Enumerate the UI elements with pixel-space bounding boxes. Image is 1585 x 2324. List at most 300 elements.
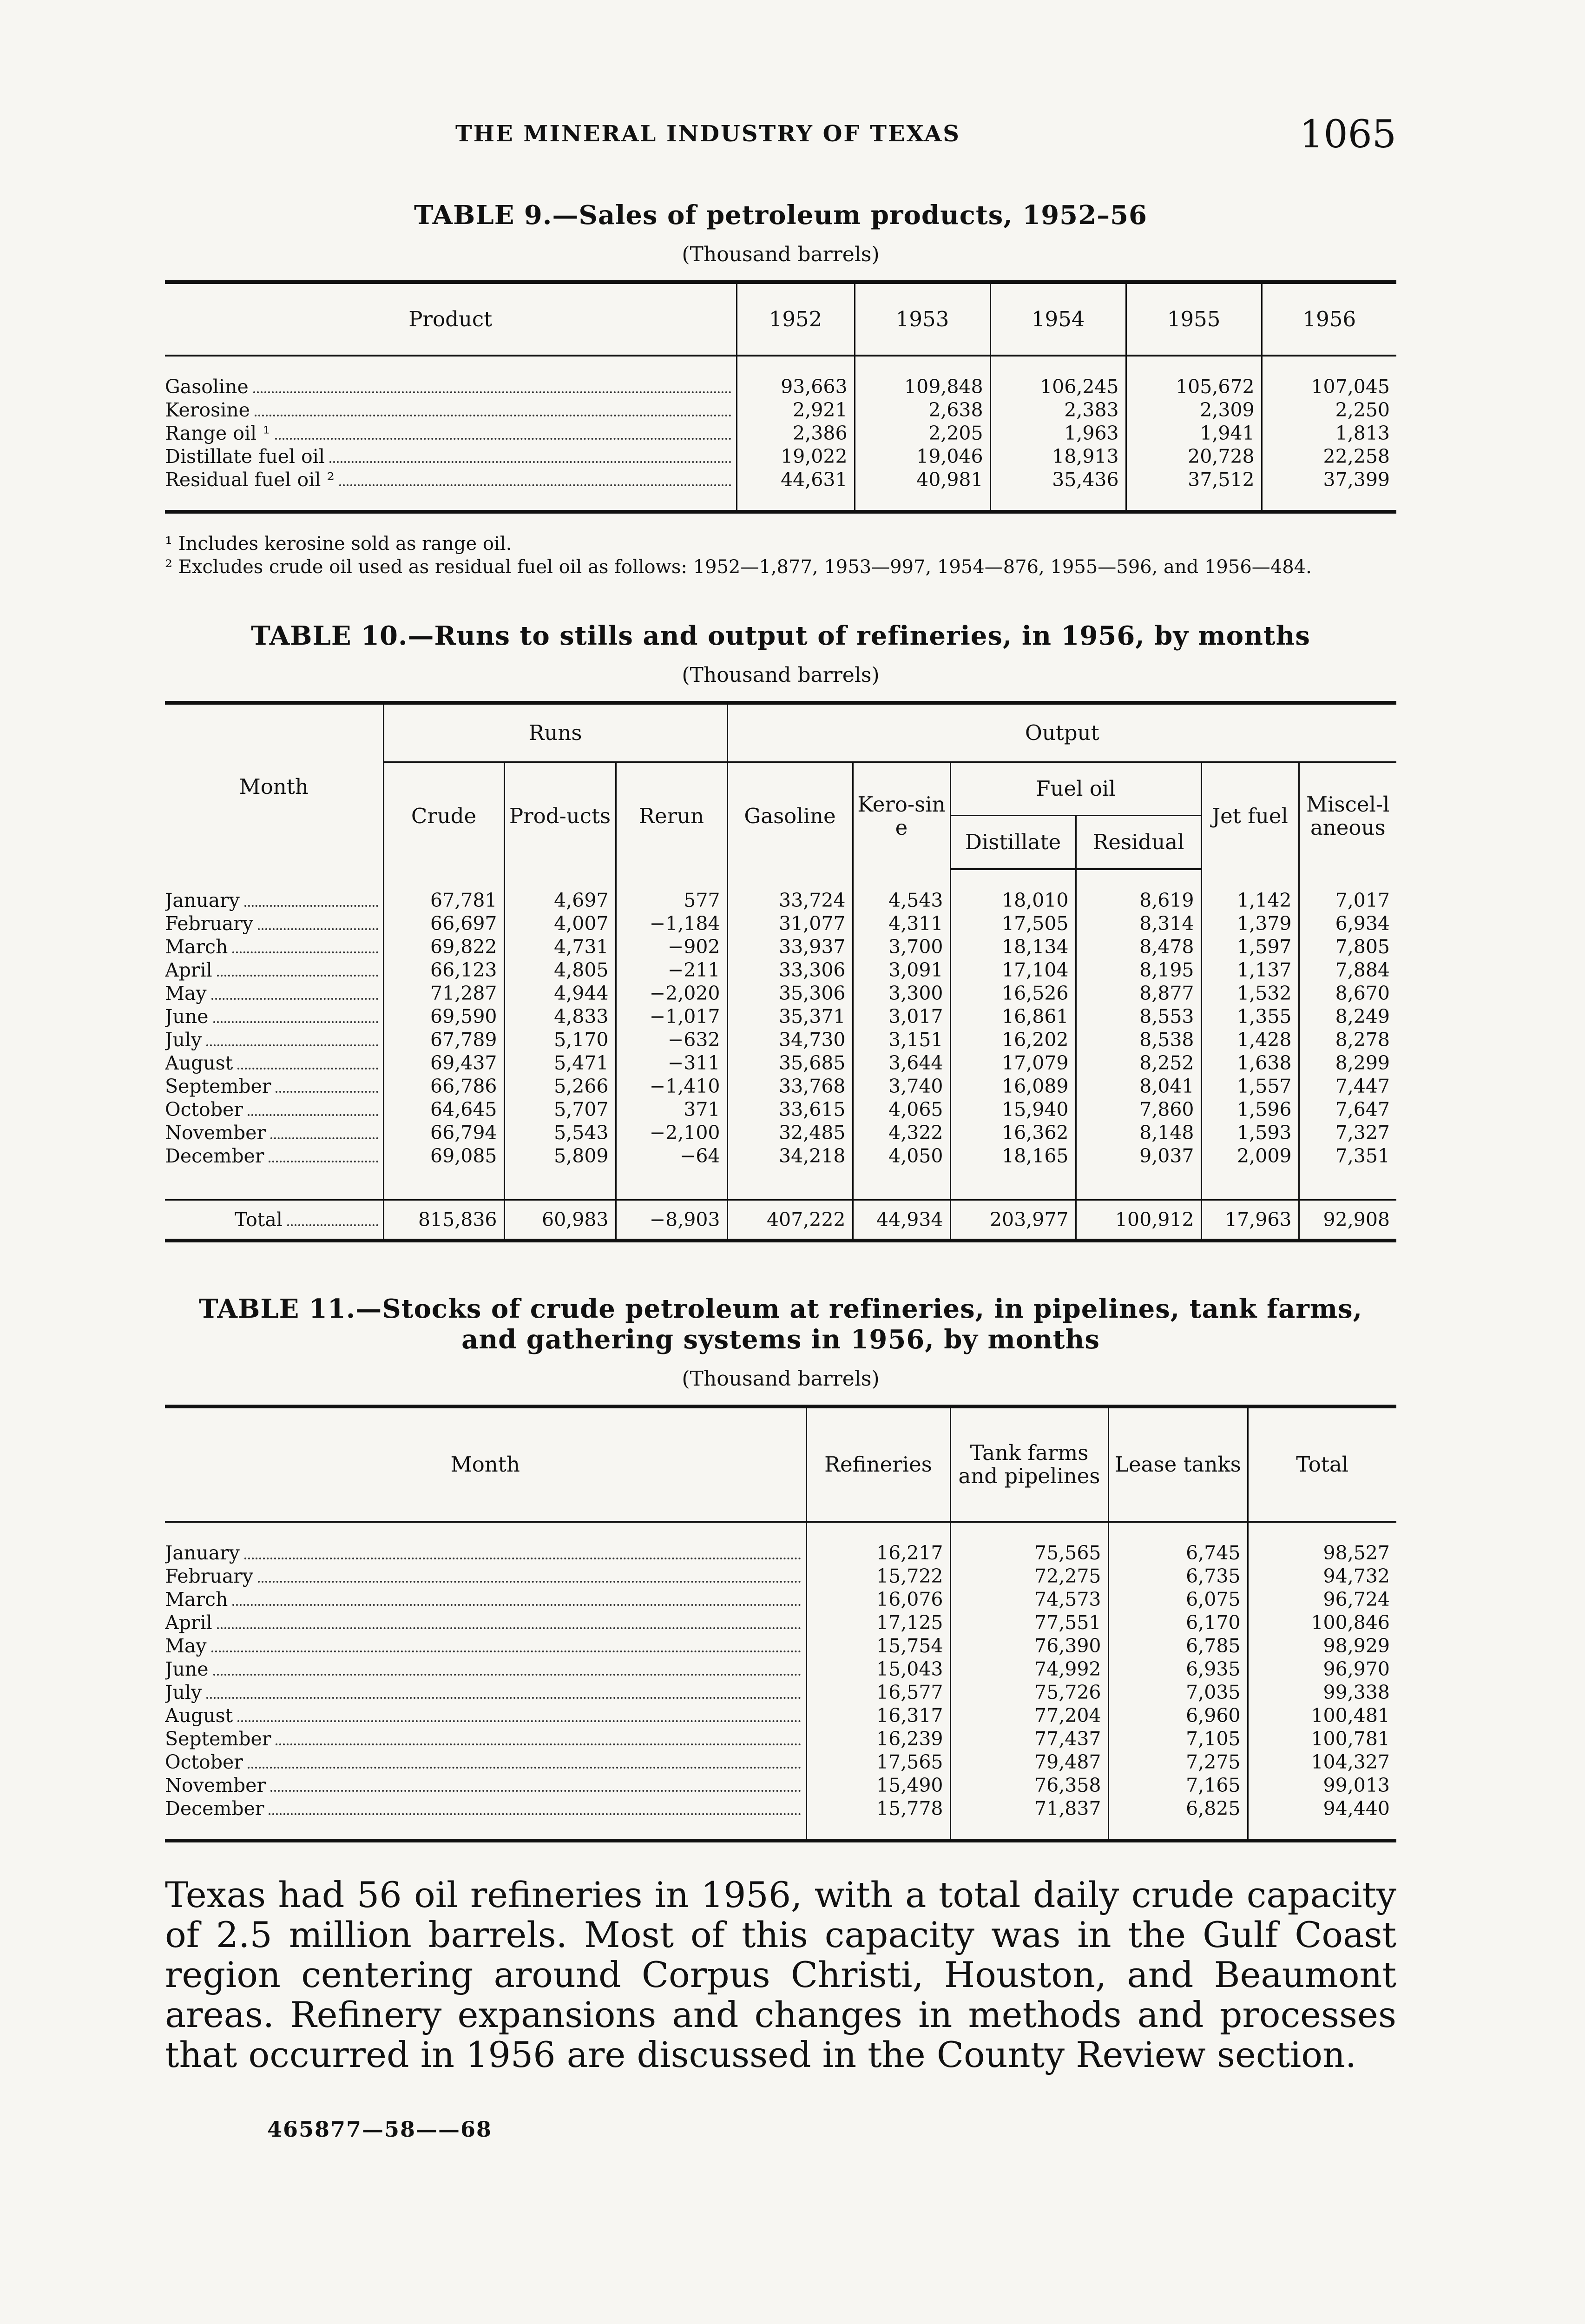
cell: 33,306 (727, 958, 853, 982)
cell: 7,035 (1108, 1681, 1248, 1704)
table-row (165, 422, 1396, 445)
cell: 66,794 (383, 1121, 504, 1144)
table-row (165, 1588, 1396, 1611)
cell: 6,935 (1108, 1657, 1248, 1681)
row-label-text: January (165, 1542, 240, 1564)
row-label (165, 1704, 806, 1727)
row-label (165, 982, 383, 1005)
row-label (165, 1541, 806, 1565)
cell: 72,275 (950, 1565, 1108, 1588)
row-label-text: March (165, 936, 228, 958)
cell: 2,309 (1126, 398, 1262, 422)
row-label-text: April (165, 1611, 212, 1634)
cell: 5,543 (504, 1121, 616, 1144)
cell: 2,009 (1201, 1144, 1299, 1168)
table-row (165, 1750, 1396, 1774)
table-row (165, 468, 1396, 491)
table-row (165, 1121, 1396, 1144)
cell: 15,490 (806, 1774, 950, 1797)
row-label (165, 1565, 806, 1588)
cell: 67,789 (383, 1028, 504, 1051)
table10-body (165, 869, 1396, 1186)
cell: 17,125 (806, 1611, 950, 1634)
rerun-header: Rerun (616, 762, 727, 870)
output-header: Output (727, 703, 1396, 762)
cell: 17,505 (950, 912, 1076, 935)
cell: 44,934 (853, 1200, 950, 1241)
cell: 16,076 (806, 1588, 950, 1611)
cell: 77,204 (950, 1704, 1108, 1727)
cell: 64,645 (383, 1098, 504, 1121)
cell: 8,314 (1076, 912, 1201, 935)
cell: 4,007 (504, 912, 616, 935)
cell: 18,134 (950, 935, 1076, 958)
row-label-text: April (165, 959, 212, 981)
cell: 104,327 (1248, 1750, 1396, 1774)
cell: 109,848 (855, 375, 990, 398)
cell: 107,045 (1262, 375, 1396, 398)
row-label-text: January (165, 889, 240, 911)
table-row (165, 889, 1396, 912)
cell: 98,527 (1248, 1541, 1396, 1565)
cell: 71,837 (950, 1797, 1108, 1820)
cell: 8,670 (1299, 982, 1396, 1005)
row-label (165, 1588, 806, 1611)
cell: 16,861 (950, 1005, 1076, 1028)
residual-header: Residual (1076, 816, 1201, 870)
cell: 40,981 (855, 468, 990, 491)
cell: 66,123 (383, 958, 504, 982)
cell: 4,805 (504, 958, 616, 982)
cell: 6,735 (1108, 1565, 1248, 1588)
row-label (165, 1611, 806, 1634)
table-row (165, 935, 1396, 958)
table-row (165, 1051, 1396, 1075)
row-label-text: February (165, 912, 253, 935)
table-row (165, 1657, 1396, 1681)
table-row (165, 1774, 1396, 1797)
cell: 7,017 (1299, 889, 1396, 912)
cell: 37,399 (1262, 468, 1396, 491)
cell: −2,020 (616, 982, 727, 1005)
cell: 2,638 (855, 398, 990, 422)
cell: 77,551 (950, 1611, 1108, 1634)
cell: 1,638 (1201, 1051, 1299, 1075)
cell: 7,805 (1299, 935, 1396, 958)
cell: 8,299 (1299, 1051, 1396, 1075)
table11-title (165, 1294, 1396, 1355)
row-label (165, 422, 737, 445)
row-label-text: December (165, 1797, 264, 1820)
cell: 7,447 (1299, 1075, 1396, 1098)
column-header: Lease tanks (1108, 1406, 1248, 1522)
cell: 100,912 (1076, 1200, 1201, 1241)
body-paragraph: Texas had 56 oil refineries in 1956, with a total daily crude capacity of 2.5 million barrels. Most of this capacity was in the Gulf Coast region centering around Corpus Christi, Houston, and Beaumont areas. Refinery expansions and changes in methods and processes that occurred in 1956 are discussed in the County Review section. (165, 1874, 1396, 2075)
table10 (165, 701, 1396, 1242)
row-label (165, 1075, 383, 1098)
row-label (165, 1028, 383, 1051)
column-header: 1953 (855, 282, 990, 356)
row-label-text: Gasoline (165, 376, 249, 398)
cell: 37,512 (1126, 468, 1262, 491)
cell: 8,478 (1076, 935, 1201, 958)
fuel-oil-header: Fuel oil (950, 762, 1201, 816)
row-label (165, 468, 737, 491)
cell: 6,960 (1108, 1704, 1248, 1727)
row-label-text: November (165, 1774, 266, 1796)
cell: 3,740 (853, 1075, 950, 1098)
cell: 16,202 (950, 1028, 1076, 1051)
table-row (165, 982, 1396, 1005)
cell: 1,355 (1201, 1005, 1299, 1028)
cell: 7,860 (1076, 1098, 1201, 1121)
cell: 7,884 (1299, 958, 1396, 982)
cell: 1,593 (1201, 1121, 1299, 1144)
row-label-text: August (165, 1052, 233, 1074)
cell: 93,663 (737, 375, 855, 398)
row-label-text: August (165, 1704, 233, 1727)
running-head (165, 102, 1396, 158)
table-row (165, 1704, 1396, 1727)
cell: 4,311 (853, 912, 950, 935)
cell: 99,338 (1248, 1681, 1396, 1704)
row-label (165, 1121, 383, 1144)
cell: −2,100 (616, 1121, 727, 1144)
cell: 4,833 (504, 1005, 616, 1028)
cell: 5,170 (504, 1028, 616, 1051)
row-label (165, 1750, 806, 1774)
table9-unit: (Thousand barrels) (682, 243, 880, 266)
cell: 105,672 (1126, 375, 1262, 398)
cell: 33,724 (727, 889, 853, 912)
cell: 33,768 (727, 1075, 853, 1098)
cell: 5,471 (504, 1051, 616, 1075)
table-row (165, 1681, 1396, 1704)
cell: 1,379 (1201, 912, 1299, 935)
cell: 96,724 (1248, 1588, 1396, 1611)
document-page (165, 102, 1396, 2142)
cell: 20,728 (1126, 445, 1262, 468)
cell: 3,700 (853, 935, 950, 958)
cell: 18,010 (950, 889, 1076, 912)
cell: 35,436 (990, 468, 1126, 491)
cell: 19,046 (855, 445, 990, 468)
cell: 98,929 (1248, 1634, 1396, 1657)
cell: 815,836 (383, 1200, 504, 1241)
cell: 1,557 (1201, 1075, 1299, 1098)
cell: 100,781 (1248, 1727, 1396, 1750)
cell: 100,846 (1248, 1611, 1396, 1634)
cell: 4,697 (504, 889, 616, 912)
table-row (165, 1144, 1396, 1168)
cell: 76,390 (950, 1634, 1108, 1657)
column-header: 1956 (1262, 282, 1396, 356)
row-label-text: June (165, 1005, 209, 1028)
cell: 2,383 (990, 398, 1126, 422)
crude-header: Crude (383, 762, 504, 870)
cell: 76,358 (950, 1774, 1108, 1797)
table9-body (165, 356, 1396, 512)
row-label (165, 1051, 383, 1075)
cell: 100,481 (1248, 1704, 1396, 1727)
cell: 2,921 (737, 398, 855, 422)
table-row (165, 1028, 1396, 1051)
cell: 74,573 (950, 1588, 1108, 1611)
jet-fuel-header: Jet fuel (1201, 762, 1299, 870)
row-label-text: Residual fuel oil ² (165, 469, 335, 491)
table-row (165, 1634, 1396, 1657)
row-label-text: Kerosine (165, 399, 250, 421)
printer-imprint: 465877—58——68 (267, 2117, 493, 2142)
table-row (165, 912, 1396, 935)
table9-title: TABLE 9.—Sales of petroleum products, 1952–56 (414, 200, 1148, 231)
cell: 3,151 (853, 1028, 950, 1051)
cell: 5,809 (504, 1144, 616, 1168)
table11-body (165, 1522, 1396, 1841)
cell: 34,218 (727, 1144, 853, 1168)
row-label-text: September (165, 1075, 271, 1097)
row-label (165, 1797, 806, 1820)
cell: 8,148 (1076, 1121, 1201, 1144)
cell: 92,908 (1299, 1200, 1396, 1241)
cell: 371 (616, 1098, 727, 1121)
cell: 16,577 (806, 1681, 950, 1704)
cell: 22,258 (1262, 445, 1396, 468)
cell: 2,386 (737, 422, 855, 445)
row-label (165, 1657, 806, 1681)
row-label (165, 1144, 383, 1168)
cell: 1,941 (1126, 422, 1262, 445)
cell: 34,730 (727, 1028, 853, 1051)
table-row (165, 1797, 1396, 1820)
cell: 8,619 (1076, 889, 1201, 912)
row-label-text: May (165, 1635, 207, 1657)
cell: 6,745 (1108, 1541, 1248, 1565)
cell: 19,022 (737, 445, 855, 468)
table10-total (165, 1186, 1396, 1241)
row-label-text: February (165, 1565, 253, 1587)
cell: 1,532 (1201, 982, 1299, 1005)
cell: 8,877 (1076, 982, 1201, 1005)
cell: 31,077 (727, 912, 853, 935)
row-label (165, 889, 383, 912)
table11 (165, 1405, 1396, 1842)
column-header: 1955 (1126, 282, 1262, 356)
cell: 203,977 (950, 1200, 1076, 1241)
cell: 8,195 (1076, 958, 1201, 982)
cell: 7,275 (1108, 1750, 1248, 1774)
running-head-title: THE MINERAL INDUSTRY OF TEXAS (455, 121, 960, 147)
cell: 69,822 (383, 935, 504, 958)
cell: 3,644 (853, 1051, 950, 1075)
cell: 32,485 (727, 1121, 853, 1144)
cell: 69,590 (383, 1005, 504, 1028)
row-label (165, 935, 383, 958)
table-row (165, 1075, 1396, 1098)
cell: 2,205 (855, 422, 990, 445)
cell: 96,970 (1248, 1657, 1396, 1681)
cell: −311 (616, 1051, 727, 1075)
cell: 35,685 (727, 1051, 853, 1075)
cell: 15,722 (806, 1565, 950, 1588)
cell: −64 (616, 1144, 727, 1168)
cell: 8,278 (1299, 1028, 1396, 1051)
cell: −1,184 (616, 912, 727, 935)
cell: 94,440 (1248, 1797, 1396, 1820)
cell: 7,105 (1108, 1727, 1248, 1750)
row-label-text: July (165, 1029, 202, 1051)
month-header: Month (239, 774, 309, 799)
cell: 8,252 (1076, 1051, 1201, 1075)
kerosine-header: Kero-sine (853, 762, 950, 870)
table-row (165, 1565, 1396, 1588)
cell: 7,351 (1299, 1144, 1396, 1168)
cell: 17,104 (950, 958, 1076, 982)
cell: 18,913 (990, 445, 1126, 468)
row-label (165, 1774, 806, 1797)
cell: 8,538 (1076, 1028, 1201, 1051)
cell: 33,615 (727, 1098, 853, 1121)
cell: 15,754 (806, 1634, 950, 1657)
footnote: ¹ Includes kerosine sold as range oil. (165, 533, 512, 555)
total-label: Total (235, 1208, 283, 1231)
cell: −1,410 (616, 1075, 727, 1098)
row-label (165, 1681, 806, 1704)
cell: 16,239 (806, 1727, 950, 1750)
table11-title-line1: TABLE 11.—Stocks of crude petroleum at refineries, in pipelines, tank farms, (198, 1294, 1363, 1324)
row-label (165, 1634, 806, 1657)
cell: −902 (616, 935, 727, 958)
cell: 16,526 (950, 982, 1076, 1005)
table-row (165, 445, 1396, 468)
cell: 3,300 (853, 982, 950, 1005)
cell: 35,371 (727, 1005, 853, 1028)
row-label-text: July (165, 1681, 202, 1703)
row-label-text: September (165, 1728, 271, 1750)
table-row (165, 1005, 1396, 1028)
cell: 4,731 (504, 935, 616, 958)
cell: 1,963 (990, 422, 1126, 445)
cell: 15,043 (806, 1657, 950, 1681)
row-label (165, 445, 737, 468)
cell: 4,543 (853, 889, 950, 912)
cell: 1,428 (1201, 1028, 1299, 1051)
table-row (165, 1727, 1396, 1750)
cell: 6,075 (1108, 1588, 1248, 1611)
cell: 3,091 (853, 958, 950, 982)
cell: 2,250 (1262, 398, 1396, 422)
cell: 69,085 (383, 1144, 504, 1168)
row-label (165, 1727, 806, 1750)
row-label (165, 912, 383, 935)
row-label-text: October (165, 1098, 243, 1121)
cell: 1,597 (1201, 935, 1299, 958)
cell: −632 (616, 1028, 727, 1051)
cell: 60,983 (504, 1200, 616, 1241)
row-label-text: March (165, 1588, 228, 1611)
cell: 6,825 (1108, 1797, 1248, 1820)
cell: 35,306 (727, 982, 853, 1005)
cell: 71,287 (383, 982, 504, 1005)
column-header: 1952 (737, 282, 855, 356)
table11-title-line2: and gathering systems in 1956, by months (461, 1324, 1100, 1355)
cell: 16,089 (950, 1075, 1076, 1098)
row-label (165, 958, 383, 982)
column-header: 1954 (990, 282, 1126, 356)
cell: 3,017 (853, 1005, 950, 1028)
footnote: ² Excludes crude oil used as residual fuel oil as follows: 1952—1,877, 1953—997, 1954—876, 1955—596, and 1956—484. (165, 556, 1312, 578)
cell: 6,934 (1299, 912, 1396, 935)
cell: 17,565 (806, 1750, 950, 1774)
cell: −211 (616, 958, 727, 982)
row-label-text: Range oil ¹ (165, 422, 270, 444)
row-label-text: May (165, 982, 207, 1004)
row-label (165, 1200, 383, 1241)
cell: 106,245 (990, 375, 1126, 398)
cell: 77,437 (950, 1727, 1108, 1750)
gasoline-header: Gasoline (727, 762, 853, 870)
row-label (165, 375, 737, 398)
column-header: Total (1248, 1406, 1396, 1522)
table-row (165, 398, 1396, 422)
cell: 577 (616, 889, 727, 912)
table10-title: TABLE 10.—Runs to stills and output of refineries, in 1956, by months (251, 621, 1310, 651)
table-row (165, 958, 1396, 982)
cell: 15,940 (950, 1098, 1076, 1121)
cell: 9,037 (1076, 1144, 1201, 1168)
cell: 69,437 (383, 1051, 504, 1075)
row-label (165, 398, 737, 422)
cell: 17,079 (950, 1051, 1076, 1075)
cell: 99,013 (1248, 1774, 1396, 1797)
cell: 7,165 (1108, 1774, 1248, 1797)
cell: 407,222 (727, 1200, 853, 1241)
cell: 4,322 (853, 1121, 950, 1144)
cell: 7,647 (1299, 1098, 1396, 1121)
row-label-text: October (165, 1751, 243, 1773)
cell: −1,017 (616, 1005, 727, 1028)
cell: 33,937 (727, 935, 853, 958)
cell: 44,631 (737, 468, 855, 491)
table9 (165, 280, 1396, 514)
cell: 1,137 (1201, 958, 1299, 982)
cell: 16,362 (950, 1121, 1076, 1144)
column-header: Refineries (806, 1406, 950, 1522)
table-row (165, 1098, 1396, 1121)
cell: 66,786 (383, 1075, 504, 1098)
cell: 1,142 (1201, 889, 1299, 912)
row-label-text: November (165, 1122, 266, 1144)
column-header: Month (165, 1406, 806, 1522)
cell: 75,726 (950, 1681, 1108, 1704)
row-label-text: Distillate fuel oil (165, 445, 325, 468)
cell: 4,050 (853, 1144, 950, 1168)
cell: 8,553 (1076, 1005, 1201, 1028)
runs-header: Runs (383, 703, 727, 762)
cell: 67,781 (383, 889, 504, 912)
products-header: Prod-ucts (504, 762, 616, 870)
cell: 5,707 (504, 1098, 616, 1121)
cell: 6,785 (1108, 1634, 1248, 1657)
cell: 75,565 (950, 1541, 1108, 1565)
cell: −8,903 (616, 1200, 727, 1241)
row-label (165, 1005, 383, 1028)
row-label-text: June (165, 1658, 209, 1680)
table11-unit: (Thousand barrels) (682, 1367, 880, 1391)
cell: 94,732 (1248, 1565, 1396, 1588)
cell: 5,266 (504, 1075, 616, 1098)
cell: 7,327 (1299, 1121, 1396, 1144)
